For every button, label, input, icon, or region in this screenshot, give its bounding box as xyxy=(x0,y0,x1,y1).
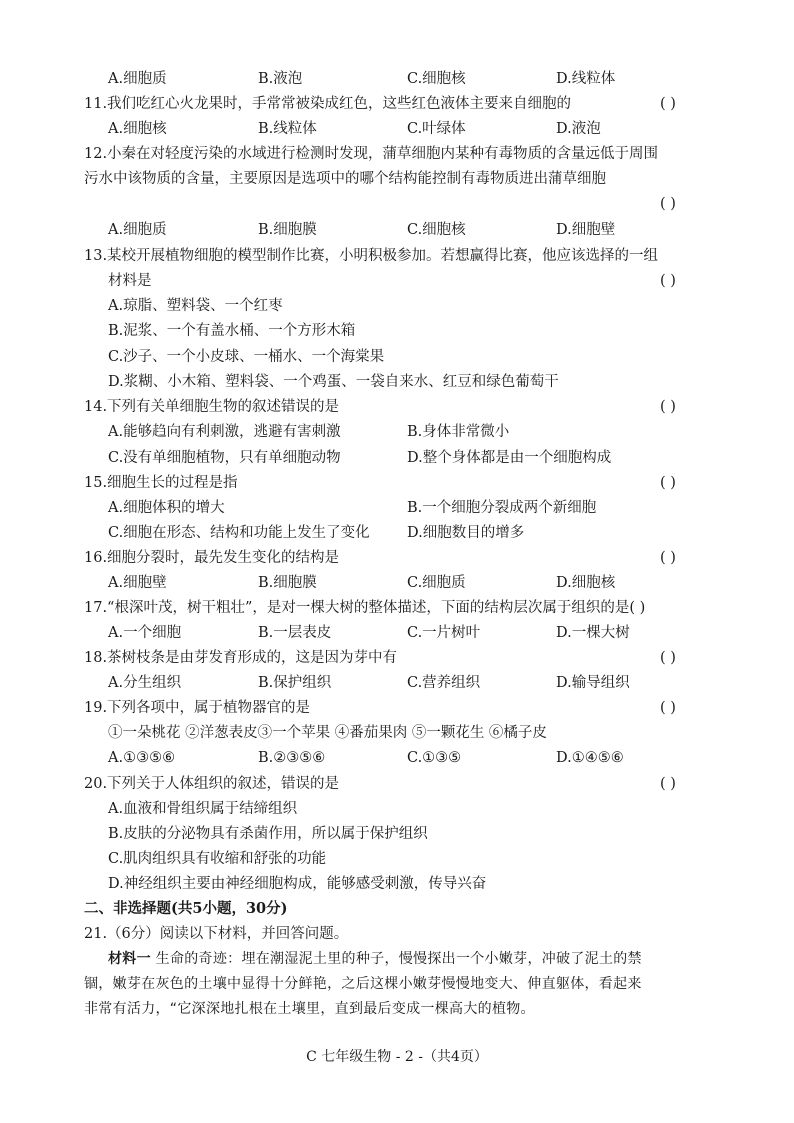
q12-options xyxy=(0,218,794,242)
q15-options-row-1 xyxy=(0,496,794,520)
q10-option-a: A.细胞质 xyxy=(108,71,167,87)
q14-stem: 14.下列有关单细胞生物的叙述错误的是 xyxy=(84,399,340,415)
q15-options-row-2 xyxy=(0,521,794,545)
q13-answer-paren: ( ) xyxy=(660,273,676,289)
q11-stem: 11.我们吃红心火龙果时，手常常被染成红色，这些红色液体主要来自细胞的 xyxy=(84,96,572,112)
q12-answer-paren: ( ) xyxy=(660,196,676,212)
q11-stem-line xyxy=(0,92,794,116)
q20-option-a-line xyxy=(0,797,794,821)
q11-option-d: D.液泡 xyxy=(556,121,601,137)
q15-option-a: A.细胞体积的增大 xyxy=(108,500,225,516)
q19-option-d: D.①④⑤⑥ xyxy=(556,750,624,766)
q13-option-c: C.沙子、一个小皮球、一桶水、一个海棠果 xyxy=(108,349,385,365)
section-2-heading: 二、非选择题(共5小题，30分) xyxy=(84,900,288,917)
q18-answer-paren: ( ) xyxy=(660,650,676,666)
q21-material-3: 非常有活力，“它深深地扎根在土壤里，直到最后变成一棵高大的植物。 xyxy=(84,1001,535,1017)
q15-stem: 15.细胞生长的过程是指 xyxy=(84,475,238,491)
q15-stem-line xyxy=(0,471,794,495)
q21-material-line-1 xyxy=(0,947,794,971)
q21-material-1: 生命的奇迹：埋在潮湿泥土里的种子，慢慢探出一个小嫩芽，冲破了泥土的禁 xyxy=(150,951,642,967)
q16-option-c: C.细胞质 xyxy=(407,575,466,591)
q16-option-d: D.细胞核 xyxy=(556,575,616,591)
q15-option-d: D.细胞数目的增多 xyxy=(407,525,525,541)
q18-option-a: A.分生组织 xyxy=(108,675,182,691)
q18-option-b: B.保护组织 xyxy=(258,675,332,691)
q19-items: ①一朵桃花 ②洋葱表皮③一个苹果 ④番茄果肉 ⑤一颗花生 ⑥橘子皮 xyxy=(108,725,547,741)
q18-option-c: C.营养组织 xyxy=(407,675,481,691)
q12-stem-1: 12.小秦在对轻度污染的水域进行检测时发现，蒲草细胞内某种有毒物质的含量远低于周围 xyxy=(84,146,659,162)
q15-answer-paren: ( ) xyxy=(660,475,676,491)
q19-stem-line xyxy=(0,696,794,720)
q14-option-b: B.身体非常微小 xyxy=(407,424,510,440)
q10-option-b: B.液泡 xyxy=(258,71,303,87)
page-footer: C 七年级生物 - 2 -（共4页） xyxy=(306,1049,488,1065)
q19-option-b: B.②③⑤⑥ xyxy=(258,750,326,766)
q18-options xyxy=(0,671,794,695)
q21-material-line-2 xyxy=(0,972,794,996)
q13-option-a: A.琼脂、塑料袋、一个红枣 xyxy=(108,298,283,314)
q14-option-d: D.整个身体都是由一个细胞构成 xyxy=(407,450,612,466)
q13-stem-line-1 xyxy=(0,244,794,268)
q13-option-c-line xyxy=(0,345,794,369)
q14-options-row-1 xyxy=(0,420,794,444)
q10-options xyxy=(0,67,794,91)
q11-answer-paren: ( ) xyxy=(660,96,676,112)
q20-option-c: C.肌肉组织具有收缩和舒张的功能 xyxy=(108,851,327,867)
q17-option-d: D.一棵大树 xyxy=(556,625,630,641)
q14-options-row-2 xyxy=(0,446,794,470)
q17-option-b: B.一层表皮 xyxy=(258,625,332,641)
q14-option-c: C.没有单细胞植物，只有单细胞动物 xyxy=(108,450,341,466)
q10-option-c: C.细胞核 xyxy=(407,71,466,87)
q20-stem: 20.下列关于人体组织的叙述，错误的是 xyxy=(84,776,340,792)
q21-material-label: 材料一 xyxy=(108,951,151,967)
q19-stem: 19.下列各项中，属于植物器官的是 xyxy=(84,700,311,716)
q13-option-a-line xyxy=(0,294,794,318)
q19-answer-paren: ( ) xyxy=(660,700,676,716)
q13-option-b-line xyxy=(0,319,794,343)
q18-stem: 18.茶树枝条是由芽发育形成的，这是因为芽中有 xyxy=(84,650,398,666)
q11-option-a: A.细胞核 xyxy=(108,121,167,137)
q17-options xyxy=(0,621,794,645)
q15-option-b: B.一个细胞分裂成两个新细胞 xyxy=(407,500,597,516)
q19-option-c: C.①③⑤ xyxy=(407,750,462,766)
section-2-heading-line xyxy=(0,897,794,921)
q12-option-c: C.细胞核 xyxy=(407,222,466,238)
q17-stem: 17.“根深叶茂，树干粗壮”，是对一棵大树的整体描述，下面的结构层次属于组织的是( ) xyxy=(84,600,646,616)
q13-option-d: D.浆糊、小木箱、塑料袋、一个鸡蛋、一袋自来水、红豆和绿色葡萄干 xyxy=(108,374,559,390)
q16-option-a: A.细胞壁 xyxy=(108,575,167,591)
q12-stem-line-1 xyxy=(0,142,794,166)
q14-answer-paren: ( ) xyxy=(660,399,676,415)
q15-option-c: C.细胞在形态、结构和功能上发生了变化 xyxy=(108,525,370,541)
q12-stem-2: 污水中该物质的含量，主要原因是选项中的哪个结构能控制有毒物质进出蒲草细胞 xyxy=(84,171,606,187)
q21-stem: 21.（6分）阅读以下材料，并回答问题。 xyxy=(84,926,349,942)
q20-option-d-line xyxy=(0,872,794,896)
q16-options xyxy=(0,571,794,595)
q12-stem-line-2 xyxy=(0,167,794,191)
q18-option-d: D.输导组织 xyxy=(556,675,630,691)
q18-stem-line xyxy=(0,646,794,670)
q20-answer-paren: ( ) xyxy=(660,776,676,792)
q21-material-2: 锢，嫩芽在灰色的土壤中显得十分鲜艳，之后这棵小嫩芽慢慢地变大、伸直躯体，看起来 xyxy=(84,976,642,992)
q10-option-d: D.线粒体 xyxy=(556,71,616,87)
q19-options xyxy=(0,746,794,770)
q14-option-a: A.能够趋向有利刺激，逃避有害刺激 xyxy=(108,424,341,440)
q13-option-d-line xyxy=(0,370,794,394)
q17-stem-line xyxy=(0,596,794,620)
q12-option-b: B.细胞膜 xyxy=(258,222,317,238)
q21-material-1-wrap xyxy=(108,947,642,971)
q16-option-b: B.细胞膜 xyxy=(258,575,317,591)
q16-stem-line xyxy=(0,546,794,570)
q13-stem-2: 材料是 xyxy=(108,273,152,289)
q12-option-d: D.细胞壁 xyxy=(556,222,616,238)
q17-option-a: A.一个细胞 xyxy=(108,625,182,641)
q21-material-line-3 xyxy=(0,997,794,1021)
q13-option-b: B.泥浆、一个有盖水桶、一个方形木箱 xyxy=(108,323,356,339)
q20-option-a: A.血液和骨组织属于结缔组织 xyxy=(108,801,298,817)
q20-option-b-line xyxy=(0,822,794,846)
q12-option-a: A.细胞质 xyxy=(108,222,167,238)
q16-stem: 16.细胞分裂时，最先发生变化的结构是 xyxy=(84,550,340,566)
q19-items-line xyxy=(0,721,794,745)
q20-option-b: B.皮肤的分泌物具有杀菌作用，所以属于保护组织 xyxy=(108,826,428,842)
q20-stem-line xyxy=(0,772,794,796)
q20-option-d: D.神经组织主要由神经细胞构成，能够感受刺激，传导兴奋 xyxy=(108,876,487,892)
q13-stem-1: 13.某校开展植物细胞的模型制作比赛，小明积极参加。若想赢得比赛，他应该选择的一组 xyxy=(84,248,659,264)
q13-stem-line-2 xyxy=(0,269,794,293)
q16-answer-paren: ( ) xyxy=(660,550,676,566)
q21-stem-line xyxy=(0,922,794,946)
q12-paren-line xyxy=(0,192,794,216)
q17-option-c: C.一片树叶 xyxy=(407,625,481,641)
q11-option-b: B.线粒体 xyxy=(258,121,317,137)
q14-stem-line xyxy=(0,395,794,419)
q19-option-a: A.①③⑤⑥ xyxy=(108,750,176,766)
q20-option-c-line xyxy=(0,847,794,871)
q11-options xyxy=(0,117,794,141)
q11-option-c: C.叶绿体 xyxy=(407,121,466,137)
